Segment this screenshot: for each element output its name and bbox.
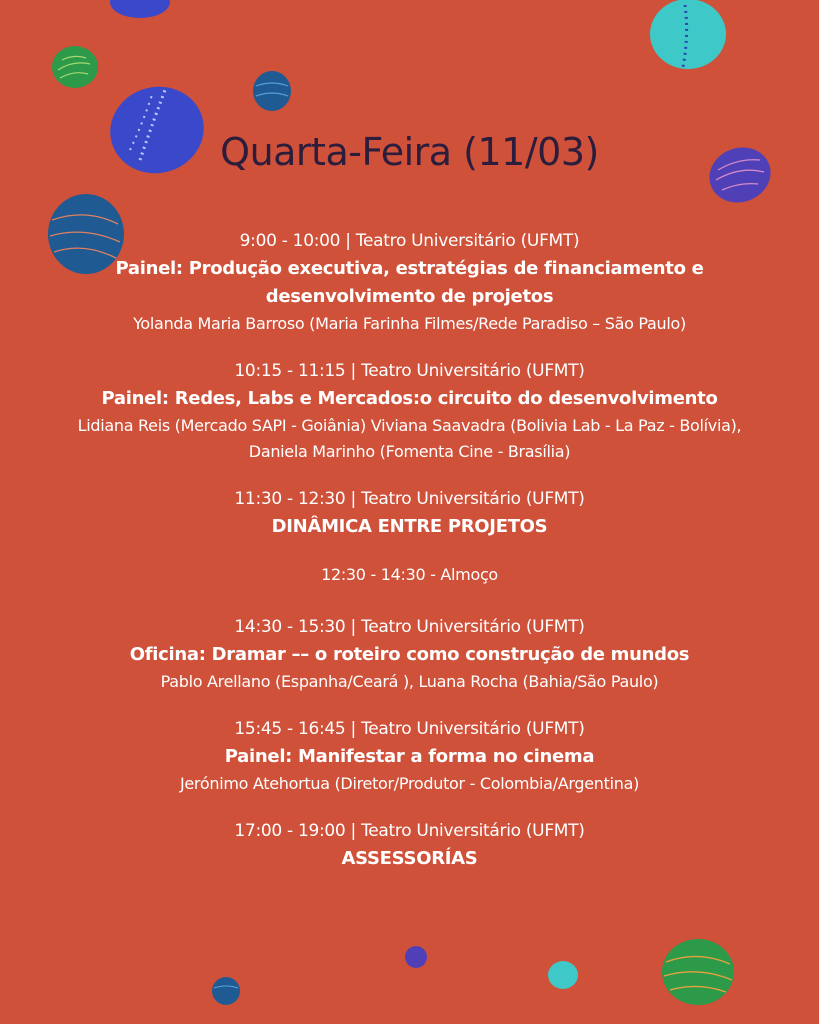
planet-green-bottom <box>662 939 734 1005</box>
planet-navy-small <box>253 71 291 111</box>
schedule-item <box>60 227 759 337</box>
schedule-item <box>60 485 759 541</box>
session-time-location: 10:15 - 11:15 | Teatro Universitário (UFMT) <box>234 361 585 381</box>
session-time-location: 9:00 - 10:00 | Teatro Universitário (UFMT) <box>239 231 580 251</box>
lunch-break: 12:30 - 14:30 - Almoço <box>321 565 498 584</box>
session-time-location: 11:30 - 12:30 | Teatro Universitário (UFMT) <box>234 489 585 509</box>
session-title: DINÂMICA ENTRE PROJETOS <box>271 516 548 537</box>
session-speakers: Yolanda Maria Barroso (Maria Farinha Filmes/Rede Paradiso – São Paulo) <box>133 314 686 333</box>
planet-navy-bottom <box>212 977 240 1005</box>
session-title: Painel: Redes, Labs e Mercados:o circuito do desenvolvimento <box>101 388 718 409</box>
session-time-location: 17:00 - 19:00 | Teatro Universitário (UFMT) <box>234 821 585 841</box>
planet-purple-bottom <box>405 946 427 968</box>
planet-teal-bottom <box>548 961 578 989</box>
session-title: ASSESSORÍAS <box>341 848 478 869</box>
planet-teal <box>650 0 726 69</box>
session-title: Painel: Produção executiva, estratégias de financiamento e desenvolvimento de projetos <box>115 258 704 307</box>
session-title: Oficina: Dramar –– o roteiro como construção de mundos <box>129 644 690 665</box>
session-title: Painel: Manifestar a forma no cinema <box>224 746 595 767</box>
session-speakers: Lidiana Reis (Mercado SAPI - Goiânia) Viviana Saavadra (Bolivia Lab - La Paz - Bolívia), Daniela Marinho (Fomenta Cine - Brasília) <box>77 416 742 461</box>
session-time-location: 15:45 - 16:45 | Teatro Universitário (UFMT) <box>234 719 585 739</box>
schedule-item <box>60 357 759 465</box>
session-time-location: 14:30 - 15:30 | Teatro Universitário (UFMT) <box>234 617 585 637</box>
schedule-item <box>60 613 759 695</box>
planet-blue-top <box>110 0 170 18</box>
schedule-item <box>60 715 759 797</box>
session-speakers: Jerónimo Atehortua (Diretor/Produtor - Colombia/Argentina) <box>179 774 640 793</box>
page-title: Quarta-Feira (11/03) <box>220 130 599 174</box>
planet-green-small <box>52 46 98 88</box>
session-speakers: Pablo Arellano (Espanha/Ceará ), Luana Rocha (Bahia/São Paulo) <box>160 672 659 691</box>
schedule-list <box>60 227 759 893</box>
schedule-item <box>60 817 759 873</box>
